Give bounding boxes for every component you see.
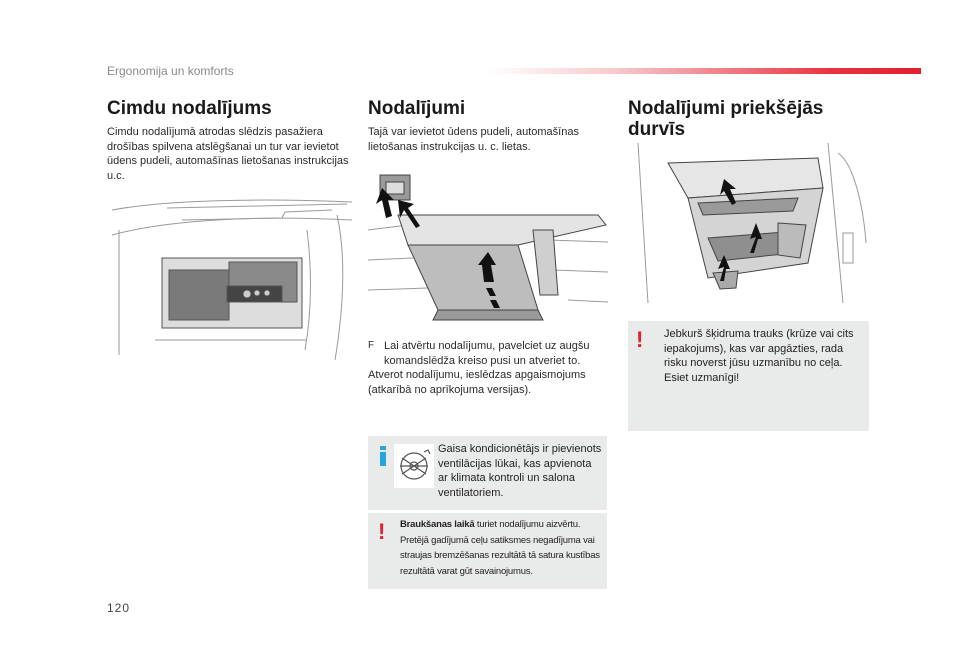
- glovebox-title: Cimdu nodalījums: [107, 98, 272, 119]
- driving-warning-box: [368, 513, 607, 589]
- driving-warning-bold: Braukšanas laikā: [400, 519, 475, 530]
- door-warning-box: [628, 321, 869, 431]
- driving-warning-text: [400, 517, 605, 579]
- compartment-illustration: [368, 170, 608, 330]
- info-note-box: [368, 436, 607, 510]
- compartments-title: Nodalījumi: [368, 98, 466, 119]
- door-illustration: [628, 143, 869, 303]
- open-instruction: [368, 339, 608, 397]
- header-accent-bar: [486, 68, 921, 74]
- lighting-note: Atverot nodalījumu, ieslēdzas apgaismojums (atkarībā no aprīkojuma versijas).: [368, 369, 586, 396]
- vent-icon: [394, 444, 434, 488]
- info-note-text: Gaisa kondicionētājs ir pievienots ventilācijas lūkai, kas apvienota ar klimata kontroli un salona ventilatoriem.: [438, 443, 602, 499]
- compartments-description: Tajā var ievietot ūdens pudeli, automašīnas lietošanas instrukcijas u. c. lietas.: [368, 126, 579, 153]
- door-compartments-title: Nodalījumi priekšējās durvīs: [628, 98, 824, 140]
- exclamation-icon: !: [636, 327, 644, 352]
- glovebox-illustration: [107, 190, 353, 362]
- info-icon: [380, 446, 386, 466]
- exclamation-icon: !: [378, 519, 386, 544]
- open-instruction-text: Lai atvērtu nodalījumu, pavelciet uz augšu komandslēdža kreiso pusi un atveriet to.: [384, 340, 590, 367]
- door-warning-text: Jebkurš šķidruma trauks (krūze vai cits iepakojums), kas var apgāzties, rada risku noverst jūsu uzmanību no ceļa. Esiet uzmanīgi!: [664, 328, 854, 384]
- glovebox-description: Cimdu nodalījumā atrodas slēdzis pasažiera drošības spilvena atslēgšanai un tur var ievietot ūdens pudeli, automašīnas lietošanas instrukcijas u.c.: [107, 126, 349, 182]
- section-header: Ergonomija un komforts: [107, 64, 234, 78]
- page-number: 120: [107, 601, 131, 615]
- driving-warning-body: turiet nodalījumu aizvērtu. Pretējā gadījumā ceļu satiksmes negadījuma vai straujas bremzēšanas rezultātā tā satura kustības rezultātā varat gūt savainojumus.: [400, 519, 600, 577]
- bullet-marker: F: [368, 340, 375, 351]
